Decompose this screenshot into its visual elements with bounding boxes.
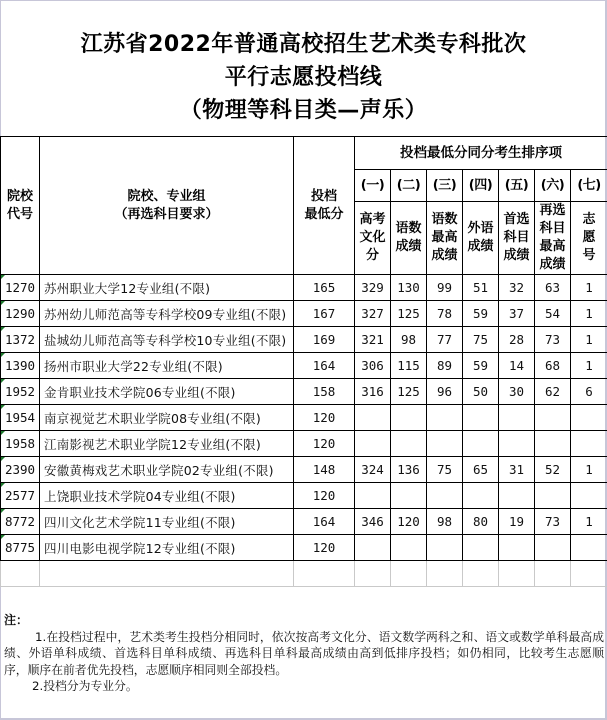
header-tiebreak-1: (一) bbox=[355, 170, 391, 202]
cell-t5: 14 bbox=[499, 353, 535, 379]
cell-code: 1290 bbox=[1, 301, 40, 327]
cell-t4: 75 bbox=[463, 327, 499, 353]
cell-code: 1372 bbox=[1, 327, 40, 353]
title-line-2: 平行志愿投档线 bbox=[224, 65, 383, 90]
empty-spreadsheet-row bbox=[1, 561, 607, 587]
cell-t5: 37 bbox=[499, 301, 535, 327]
cell-t2 bbox=[391, 431, 427, 457]
cell-min-score: 120 bbox=[294, 483, 355, 509]
cell-t1: 321 bbox=[355, 327, 391, 353]
header-tiebreak-5: (五) bbox=[499, 170, 535, 202]
table-row bbox=[1, 301, 607, 327]
cell-t7: 1 bbox=[571, 275, 607, 301]
cell-t5 bbox=[499, 483, 535, 509]
cell-t6: 52 bbox=[535, 457, 571, 483]
cell-t5: 32 bbox=[499, 275, 535, 301]
table-row bbox=[1, 327, 607, 353]
header-preference-number: 志 愿 号 bbox=[571, 202, 607, 275]
note-item-2: 2.投档分为专业分。 bbox=[32, 679, 138, 693]
cell-t1 bbox=[355, 535, 391, 561]
cell-t4 bbox=[463, 405, 499, 431]
header-school-group: 院校、专业组 （再选科目要求） bbox=[40, 137, 294, 275]
cell-min-score: 164 bbox=[294, 353, 355, 379]
header-gaokao-culture-score: 高考 文化 分 bbox=[355, 202, 391, 275]
cell-t6 bbox=[535, 483, 571, 509]
cell-name: 南京视觉艺术职业学院08专业组(不限) bbox=[40, 405, 294, 431]
cell-t7 bbox=[571, 483, 607, 509]
cell-t5: 30 bbox=[499, 379, 535, 405]
cell-t7 bbox=[571, 431, 607, 457]
cell-t6 bbox=[535, 431, 571, 457]
cell-t2 bbox=[391, 483, 427, 509]
header-elective-subject-max: 再选 科目 最高 成绩 bbox=[535, 202, 571, 275]
cell-t1 bbox=[355, 431, 391, 457]
cell-min-score: 169 bbox=[294, 327, 355, 353]
cell-t2: 130 bbox=[391, 275, 427, 301]
cell-t6 bbox=[535, 535, 571, 561]
header-tiebreak-4: (四) bbox=[463, 170, 499, 202]
cell-t1: 306 bbox=[355, 353, 391, 379]
cell-t1: 327 bbox=[355, 301, 391, 327]
cell-t7: 1 bbox=[571, 327, 607, 353]
header-school-code: 院校 代号 bbox=[1, 137, 40, 275]
header-chinese-math-score: 语数 成绩 bbox=[391, 202, 427, 275]
cell-t6 bbox=[535, 405, 571, 431]
cell-t7: 6 bbox=[571, 379, 607, 405]
cell-code: 1952 bbox=[1, 379, 40, 405]
cell-code: 1954 bbox=[1, 405, 40, 431]
cell-t3: 77 bbox=[427, 327, 463, 353]
admission-score-table bbox=[0, 136, 607, 587]
header-tiebreak-7: (七) bbox=[571, 170, 607, 202]
cell-t4: 50 bbox=[463, 379, 499, 405]
cell-min-score: 120 bbox=[294, 431, 355, 457]
cell-t3: 99 bbox=[427, 275, 463, 301]
header-first-choice-subject-score: 首选 科目 成绩 bbox=[499, 202, 535, 275]
cell-t1: 329 bbox=[355, 275, 391, 301]
title-line-3: （物理等科目类—声乐） bbox=[179, 98, 428, 123]
cell-name: 安徽黄梅戏艺术职业学院02专业组(不限) bbox=[40, 457, 294, 483]
cell-t7: 1 bbox=[571, 509, 607, 535]
cell-min-score: 120 bbox=[294, 405, 355, 431]
cell-t4 bbox=[463, 535, 499, 561]
cell-t6: 73 bbox=[535, 509, 571, 535]
cell-t7: 1 bbox=[571, 457, 607, 483]
cell-t2 bbox=[391, 535, 427, 561]
cell-t4 bbox=[463, 483, 499, 509]
cell-min-score: 164 bbox=[294, 509, 355, 535]
cell-min-score: 167 bbox=[294, 301, 355, 327]
cell-t3 bbox=[427, 483, 463, 509]
cell-t5: 28 bbox=[499, 327, 535, 353]
cell-t5: 31 bbox=[499, 457, 535, 483]
cell-t6: 62 bbox=[535, 379, 571, 405]
cell-t1 bbox=[355, 405, 391, 431]
cell-name: 上饶职业技术学院04专业组(不限) bbox=[40, 483, 294, 509]
cell-t6: 54 bbox=[535, 301, 571, 327]
cell-name: 苏州幼儿师范高等专科学校09专业组(不限) bbox=[40, 301, 294, 327]
notes-section bbox=[4, 612, 604, 695]
cell-t3: 78 bbox=[427, 301, 463, 327]
header-tiebreak-3: (三) bbox=[427, 170, 463, 202]
cell-name: 苏州职业大学12专业组(不限) bbox=[40, 275, 294, 301]
cell-t1 bbox=[355, 483, 391, 509]
notes-label: 注： bbox=[4, 613, 29, 627]
note-item-1: 1.在投档过程中，艺术类考生投档分相同时，依次按高考文化分、语文数学两科之和、语文或数学单科最高成绩、外语单科成绩、首选科目单科成绩、再选科目单科最高成绩由高到低排序投档；如仍相同，比较考生志愿顺序，顺序在前者优先投档，志愿顺序相同则全部投档。 bbox=[4, 629, 604, 677]
table-row bbox=[1, 483, 607, 509]
cell-name: 四川文化艺术学院11专业组(不限) bbox=[40, 509, 294, 535]
cell-t7: 1 bbox=[571, 301, 607, 327]
cell-name: 盐城幼儿师范高等专科学校10专业组(不限) bbox=[40, 327, 294, 353]
table-row bbox=[1, 353, 607, 379]
cell-t5 bbox=[499, 431, 535, 457]
cell-code: 8772 bbox=[1, 509, 40, 535]
page-title bbox=[0, 28, 607, 127]
cell-t1: 316 bbox=[355, 379, 391, 405]
cell-name: 金肯职业技术学院06专业组(不限) bbox=[40, 379, 294, 405]
cell-t3 bbox=[427, 535, 463, 561]
cell-t7 bbox=[571, 535, 607, 561]
cell-name: 江南影视艺术职业学院12专业组(不限) bbox=[40, 431, 294, 457]
cell-min-score: 158 bbox=[294, 379, 355, 405]
cell-code: 1390 bbox=[1, 353, 40, 379]
header-foreign-language-score: 外语 成绩 bbox=[463, 202, 499, 275]
table-row bbox=[1, 535, 607, 561]
cell-t2 bbox=[391, 405, 427, 431]
cell-t1: 346 bbox=[355, 509, 391, 535]
header-chinese-math-max: 语数 最高 成绩 bbox=[427, 202, 463, 275]
cell-t6: 63 bbox=[535, 275, 571, 301]
cell-code: 1270 bbox=[1, 275, 40, 301]
table-row bbox=[1, 379, 607, 405]
cell-code: 8775 bbox=[1, 535, 40, 561]
cell-t4 bbox=[463, 431, 499, 457]
table-row bbox=[1, 405, 607, 431]
header-min-score: 投档 最低分 bbox=[294, 137, 355, 275]
cell-t3: 89 bbox=[427, 353, 463, 379]
table-row bbox=[1, 431, 607, 457]
cell-t4: 59 bbox=[463, 353, 499, 379]
cell-t5 bbox=[499, 405, 535, 431]
cell-t5 bbox=[499, 535, 535, 561]
cell-min-score: 120 bbox=[294, 535, 355, 561]
cell-code: 1958 bbox=[1, 431, 40, 457]
cell-t2: 136 bbox=[391, 457, 427, 483]
cell-t7 bbox=[571, 405, 607, 431]
cell-t4: 65 bbox=[463, 457, 499, 483]
cell-code: 2390 bbox=[1, 457, 40, 483]
cell-t4: 59 bbox=[463, 301, 499, 327]
table-row bbox=[1, 509, 607, 535]
cell-t1: 324 bbox=[355, 457, 391, 483]
cell-code: 2577 bbox=[1, 483, 40, 509]
table-row bbox=[1, 457, 607, 483]
cell-t2: 98 bbox=[391, 327, 427, 353]
cell-t3: 98 bbox=[427, 509, 463, 535]
cell-t2: 125 bbox=[391, 379, 427, 405]
cell-t3: 75 bbox=[427, 457, 463, 483]
cell-t2: 125 bbox=[391, 301, 427, 327]
title-line-1: 江苏省2022年普通高校招生艺术类专科批次 bbox=[80, 32, 527, 57]
header-tiebreak-6: (六) bbox=[535, 170, 571, 202]
cell-name: 扬州市职业大学22专业组(不限) bbox=[40, 353, 294, 379]
header-tiebreak-group: 投档最低分同分考生排序项 bbox=[355, 137, 607, 170]
cell-name: 四川电影电视学院12专业组(不限) bbox=[40, 535, 294, 561]
cell-t2: 120 bbox=[391, 509, 427, 535]
cell-t7: 1 bbox=[571, 353, 607, 379]
cell-min-score: 165 bbox=[294, 275, 355, 301]
cell-t3 bbox=[427, 431, 463, 457]
cell-t3: 96 bbox=[427, 379, 463, 405]
cell-t3 bbox=[427, 405, 463, 431]
cell-t2: 115 bbox=[391, 353, 427, 379]
cell-t4: 80 bbox=[463, 509, 499, 535]
header-tiebreak-2: (二) bbox=[391, 170, 427, 202]
table-row bbox=[1, 275, 607, 301]
cell-t4: 51 bbox=[463, 275, 499, 301]
cell-t6: 68 bbox=[535, 353, 571, 379]
cell-t6: 73 bbox=[535, 327, 571, 353]
cell-min-score: 148 bbox=[294, 457, 355, 483]
cell-t5: 19 bbox=[499, 509, 535, 535]
